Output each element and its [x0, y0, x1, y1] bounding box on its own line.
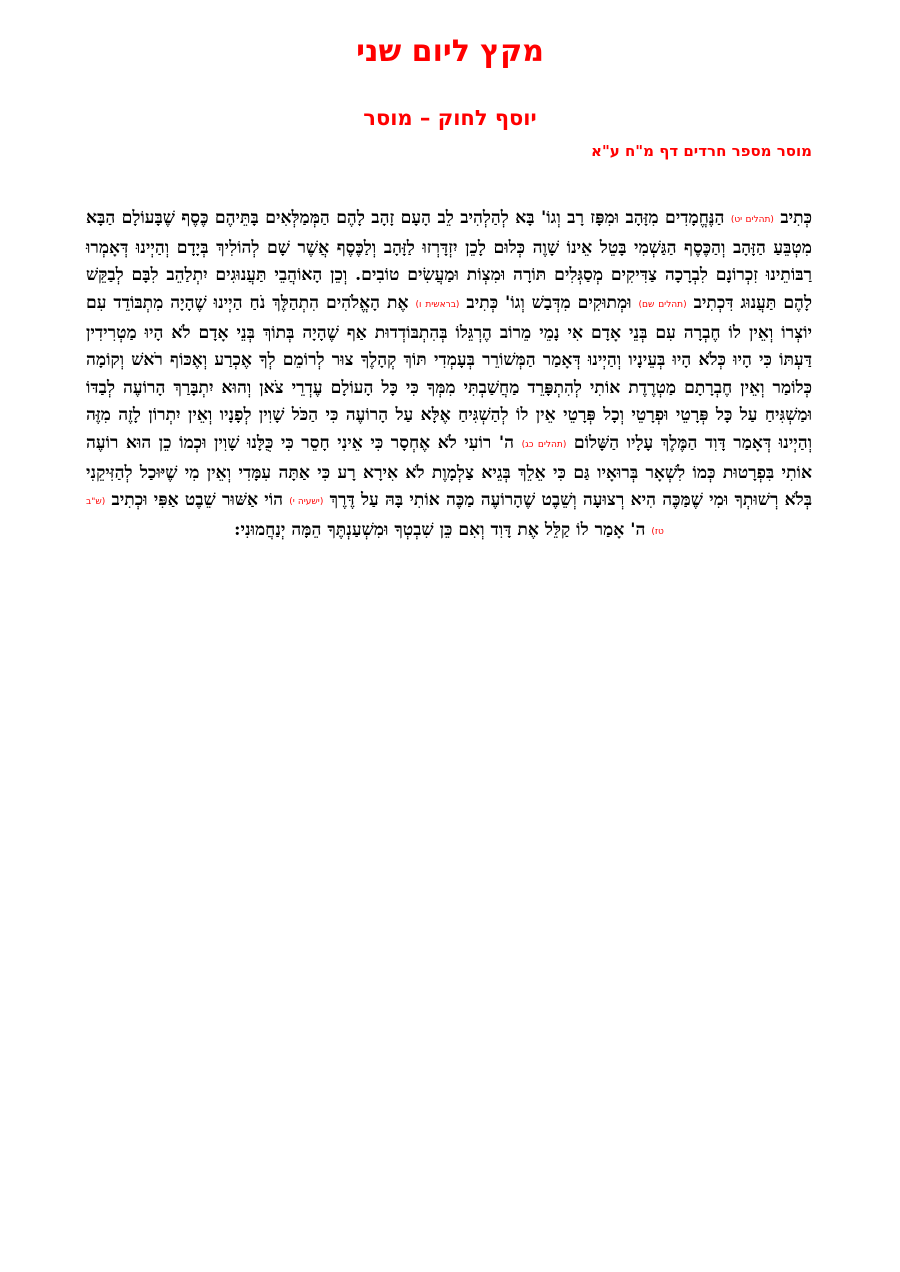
body-text-6: הוֹי אַשּׁוּר שֵׁבֶט אַפִּי וּכְתִיב [111, 490, 284, 511]
body-text-7: ה' אָמַר לוֹ קַלֵּל אֶת דָּוִד וְאִם כֵּן שִׁבְטְךָ וּמִשְׁעַנְתֶּךָ הֵמָּה יְנַחֲמוּנִי: [234, 519, 646, 540]
body-text-1: כְּתִיב [780, 208, 813, 229]
page-subtitle: יוסף לחוק – מוסר [363, 106, 537, 130]
verse-reference-6: (ש"ב טז) [86, 497, 664, 537]
body-text-4: אֶת הָאֱלֹהִים הִתְהַלֶּךְ נֹחַ הַיְינוּ שֶׁהָיָה מִתְבּוֹדֵד עִם יוֹצְרוֹ וְאֵין לוֹ חֶבְרָה עִם בְּנֵי אָדָם אִי נָמֵי מֵרוֹב הֶרְגֵּלוֹ בְּהִתְבּוֹדְדוּת אַף שֶׁהָיָה בְּתוֹךְ בְּנֵי אָדָם לֹא הָיוּ מַטְרִידִין דַּעְתּוֹ כִּי הָיוּ כְּלֹא הָיוּ בְּעֵינָיו וְהַיְינוּ דְּאָמַר הַמְּשׁוֹרֵר בְּעָמְדִי תּוֹךְ קְהָלֶךָ צוּר לְרוֹמֵם לְךָ אֶכְרַע וְאֶכּוֹף רֹאשׁ וְקוֹמָה כְּלוֹמַר וְאֵין חֶבְרָתָם מַטְרֶדֶת אוֹתִי לְהִתְפָּרֵד מַחֲשַׁבְתִּי מִמְּךָ כִּי כָּל הָעוֹלָם עֶדְרֵי צֹאן וְהוּא יִתְבָּרַךְ הָרוֹעֶה לְבַדּוֹ וּמַשְׁגִּיחַ עַל כָּל פְּרָטֵי וּפְרָטֵי וְכָל פְּרָטֵי אֵין לוֹ לְהַשְׁגִּיחַ אֶלָּא עַל הָרוֹעֶה כִּי הַכֹּל שָׁוִין לְפָנָיו וְאֵין יִתְרוֹן לָזֶה מִזֶּה וְהַיְינוּ דְּאָמַר דָּוִד הַמֶּלֶךְ עָלָיו הַשָּׁלוֹם [86, 292, 813, 453]
verse-reference-4: (תהלים כג) [521, 439, 567, 450]
source-reference: מוסר מספר חרדים דף מ"ח ע"א [591, 142, 812, 160]
body-text-5: ה' רוֹעִי לֹא אֶחְסָר כִּי אֵינִי חָסֵר כִּי כֻּלָּנוּ שָׁוִין וּכְמוֹ כֵן הוּא רוֹעֶה אוֹתִי בִּפְרָטוּת כְּמוֹ לִשְׁאָר בְּרוּאָיו גַּם כִּי אֵלֵךְ בְּגֵיא צַלְמָוֶת לֹא אִירָא רָע כִּי אַתָּה עִמָּדִי וְאֵין מִי שֶׁיּוּכַל לְהַזִּיקֵנִי בְּלֹא רְשׁוּתְךָ וּמִי שֶׁמַּכֶּה הִיא רְצוּעָה וְשֵׁבֶט שֶׁהָרוֹעֶה מַכֶּה אוֹתִי בָּהּ עַל דֶּרֶךְ [86, 432, 812, 511]
verse-reference-1: (תהלים יט) [730, 215, 774, 226]
body-text-3: וּמְתוּקִים מִדְּבַשׁ וְגוֹ' כְּתִיב [466, 292, 632, 313]
page-title: מקץ ליום שני [356, 34, 544, 69]
body-text-2: הַנֶּחֱמָדִים מִזָּהָב וּמִפָּז רָב וְגוֹ' בָּא לְהַלְהִיב לֵב הָעָם זָהָב לָהֶם הַמְּמַלְּאִים בָּתֵּיהֶם כֶּסֶף שֶׁבָּעוֹלָם הַבָּא מִטְבֵּעַ הַזָּהָב וְהַכֶּסֶף הַגַּשְׁמִי בָּטֵל אֵינוֹ שָׁוֶה כְּלוּם לָכֵן יִזְדָּרְזוּ לַזָּהָב וְלַכֶּסֶף אֲשֶׁר שָׁם לְהוֹלִיךְ בְּיָדָם וְהַיְינוּ דְּאָמְרוּ רַבּוֹתֵינוּ זִכְרוֹנָם לִבְרָכָה צַדִּיקִים מְסַגְּלִים תּוֹרָה וּמִצְוֹת וּמַעֲשִׂים טוֹבִים. וְכֵן הָאוֹהֲבֵי תַּעֲנוּגִים יִתְלַהֵב לִבָּם לְבַקֵּשׁ לָהֶם תַּעֲנוּג דִּכְתִיב [86, 208, 812, 313]
verse-reference-3: (בראשית ו) [415, 299, 460, 310]
body-paragraph [86, 205, 812, 546]
verse-reference-5: (ישעיה י) [289, 497, 324, 508]
verse-reference-2: (תהלים שם) [638, 299, 687, 310]
